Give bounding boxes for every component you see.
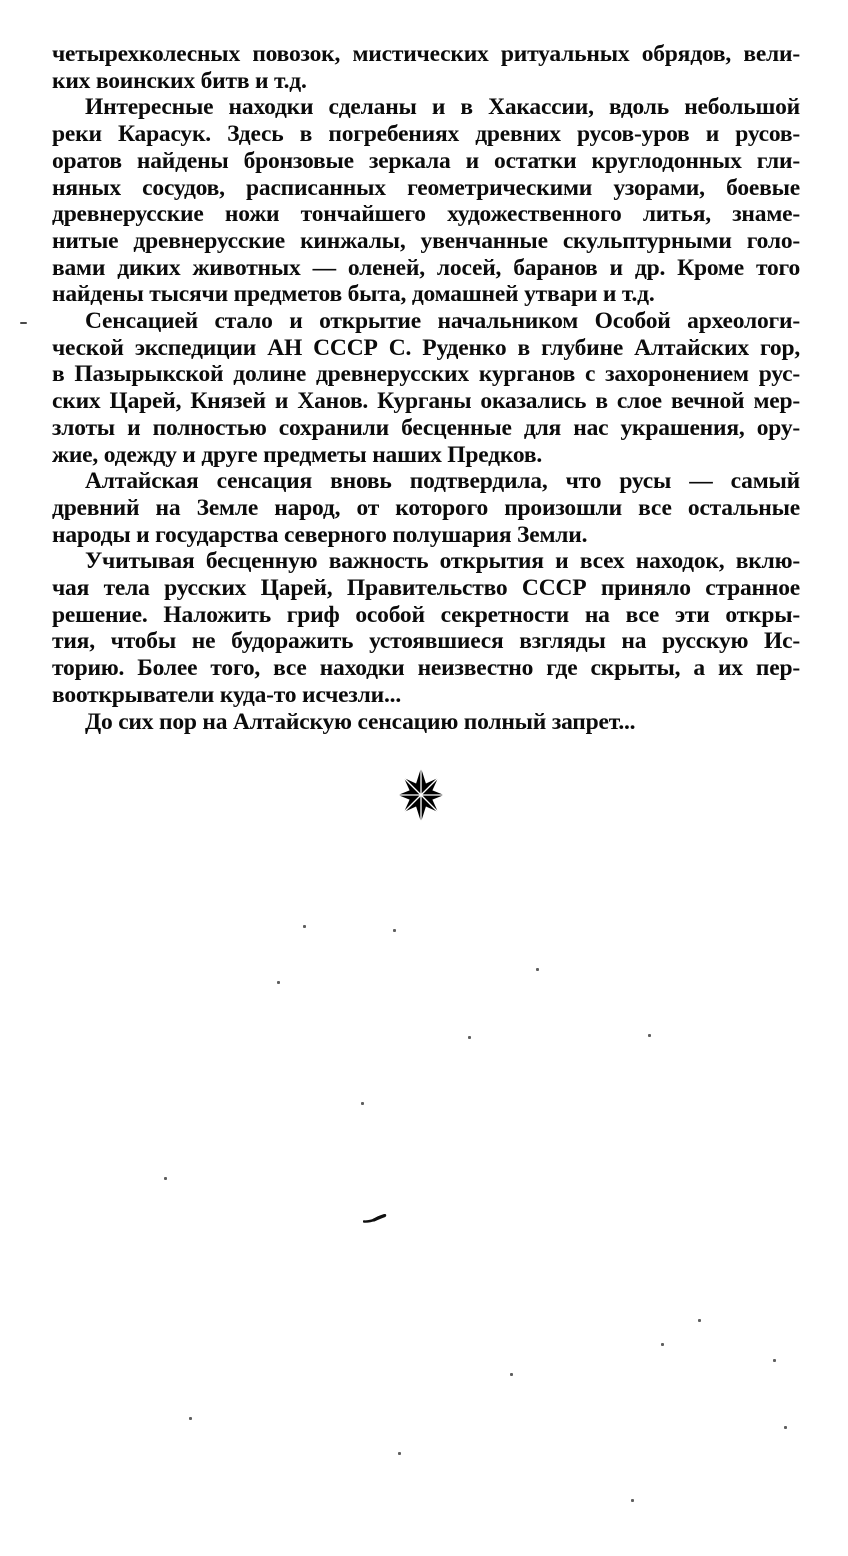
speck: [398, 1452, 401, 1455]
eight-pointed-star-icon: [396, 766, 446, 824]
text-line: ческой экспедиции АН СССР С. Руденко в глубине Алтайских гор,: [52, 334, 800, 361]
margin-dash-artifact: [20, 322, 27, 324]
paragraph: [52, 709, 800, 736]
ink-smudge-mark: [363, 1211, 387, 1223]
text-line: народы и государства северного полушария Земли.: [52, 521, 588, 548]
text-line: вами диких животных — оленей, лосей, баранов и др. Кроме того: [52, 254, 800, 281]
paragraph: [52, 94, 800, 308]
speck: [773, 1359, 776, 1362]
text-line: в Пазырыкской долине древнерусских курганов с захоронением рус-: [52, 361, 800, 388]
paragraph: [52, 41, 800, 94]
speck: [631, 1499, 634, 1502]
speck: [189, 1417, 192, 1420]
text-line: вооткрыватели куда-то исчезли...: [52, 681, 402, 708]
speck: [510, 1373, 513, 1376]
speck: [648, 1034, 651, 1037]
speck: [784, 1426, 787, 1429]
text-line: нитые древнерусские кинжалы, увенчанные скульптурными голо-: [52, 227, 800, 254]
speck: [303, 925, 306, 928]
speck: [361, 1102, 364, 1105]
text-line: До сих пор на Алтайскую сенсацию полный запрет...: [85, 708, 636, 735]
speck: [661, 1343, 664, 1346]
text-line: няных сосудов, расписанных геометрическими узорами, боевые: [52, 174, 800, 201]
text-line: найдены тысячи предметов быта, домашней утвари и т.д.: [52, 281, 655, 308]
text-line: тия, чтобы не будоражить устоявшиеся взгляды на русскую Ис-: [52, 628, 800, 655]
paragraph: [52, 548, 800, 708]
text-line: ских Царей, Князей и Ханов. Курганы оказались в слое вечной мер-: [52, 388, 800, 415]
text-line: торию. Более того, все находки неизвестно где скрыты, а их пер-: [52, 655, 800, 682]
text-line: решение. Наложить гриф особой секретности на все эти откры-: [52, 601, 800, 628]
text-line: оратов найдены бронзовые зеркала и остатки круглодонных гли-: [52, 147, 800, 174]
speck: [393, 929, 396, 932]
text-line: жие, одежду и друге предметы наших Предков.: [52, 441, 543, 468]
speck: [277, 981, 280, 984]
paragraph: [52, 308, 800, 468]
text-line: реки Карасук. Здесь в погребениях древних русов-уров и русов-: [52, 121, 800, 148]
speck: [536, 968, 539, 971]
text-line: чая тела русских Царей, Правительство СССР приняло странное: [52, 575, 800, 602]
text-line: Алтайская сенсация вновь подтвердила, что русы — самый: [85, 468, 800, 495]
paragraph: [52, 468, 800, 548]
text-line: Сенсацией стало и открытие начальником Особой археологи-: [85, 308, 800, 335]
speck: [164, 1177, 167, 1180]
speck: [698, 1319, 701, 1322]
text-line: Интересные находки сделаны и в Хакассии, вдоль небольшой: [85, 94, 800, 121]
speck: [468, 1036, 471, 1039]
text-line: четырехколесных повозок, мистических ритуальных обрядов, вели-: [52, 41, 800, 67]
text-line: древнерусские ножи тончайшего художественного литья, знаме-: [52, 201, 800, 228]
text-line: древний на Земле народ, от которого произошли все остальные: [52, 494, 800, 521]
text-line: Учитывая бесценную важность открытия и всех находок, вклю-: [85, 548, 800, 575]
text-line: злоты и полностью сохранили бесценные для нас украшения, ору-: [52, 414, 800, 441]
body-text: [52, 41, 800, 735]
text-line: ких воинских битв и т.д.: [52, 67, 307, 94]
